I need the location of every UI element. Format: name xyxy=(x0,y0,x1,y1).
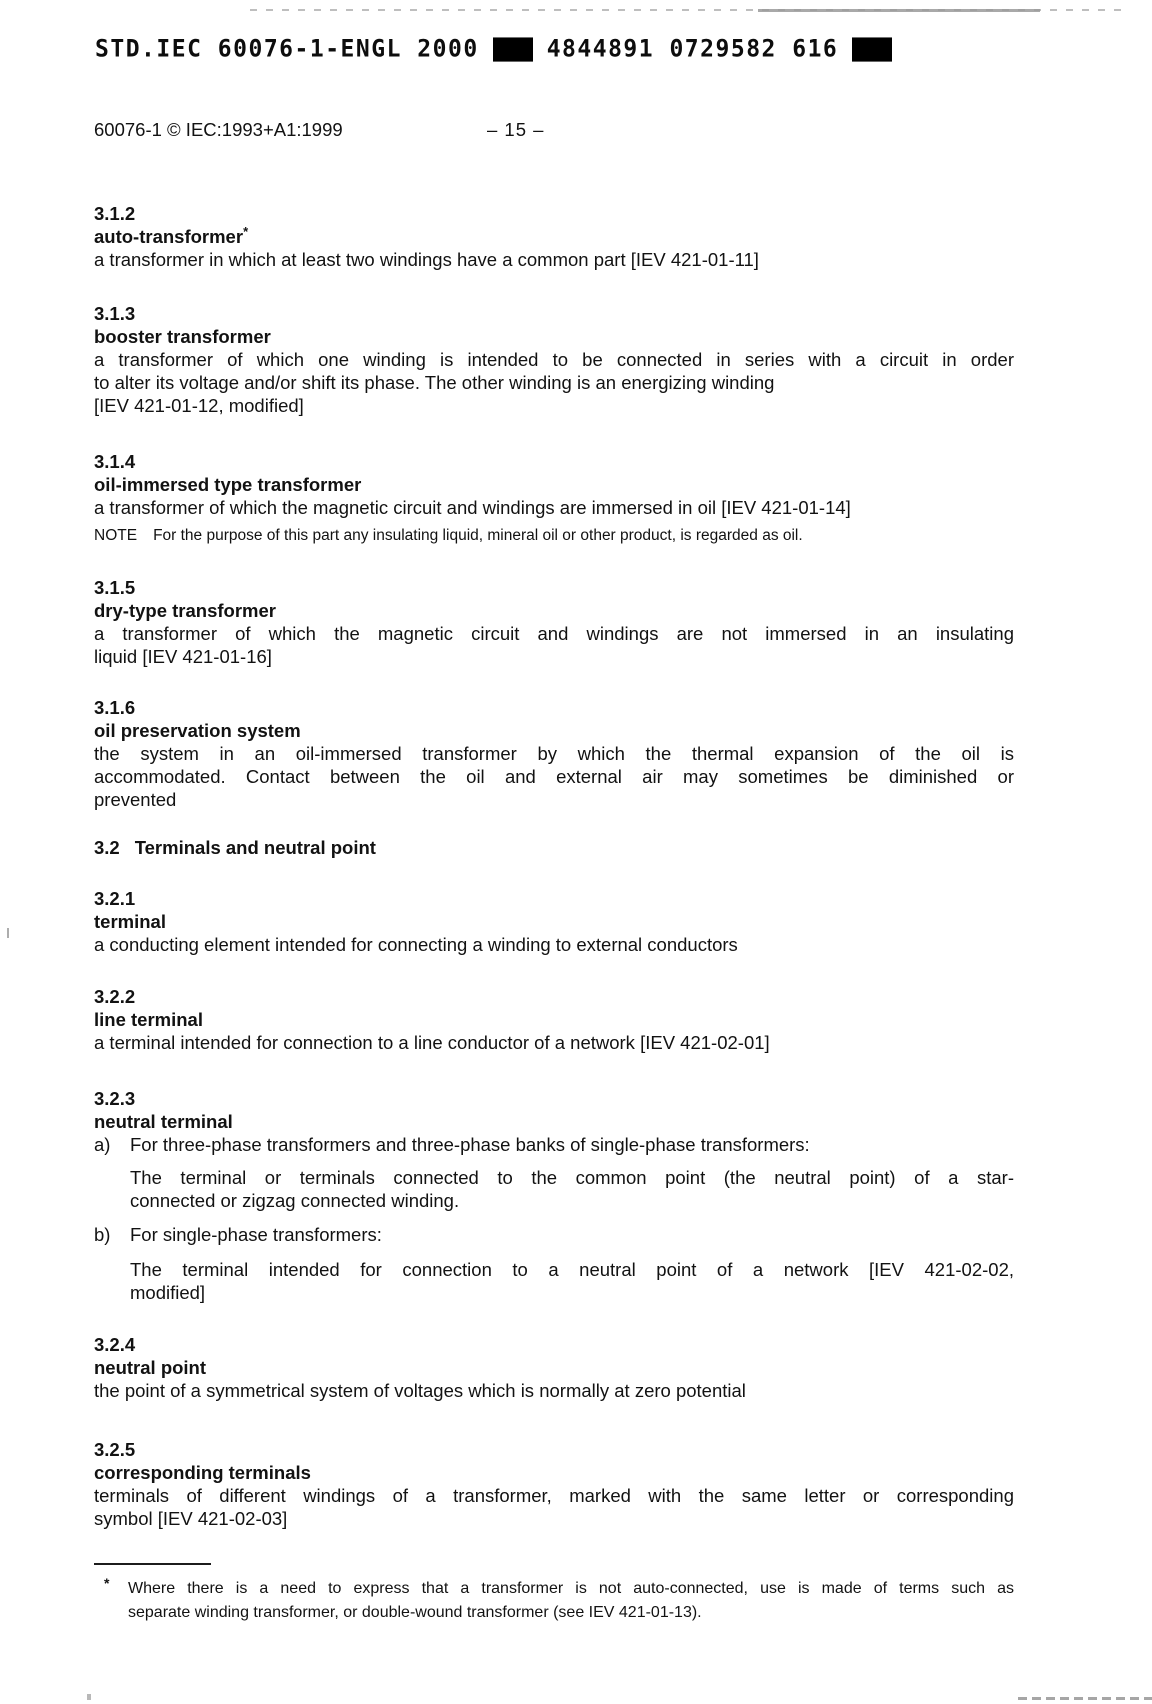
footnote-row xyxy=(94,1577,1014,1625)
note-label: NOTE xyxy=(94,527,138,544)
section-title: neutral terminal xyxy=(94,1111,233,1132)
definition-line: modified] xyxy=(130,1282,206,1303)
section-3-1-2 xyxy=(94,202,1014,271)
document-body xyxy=(94,202,1014,1530)
definition-line: connected or zigzag connected winding. xyxy=(130,1190,460,1211)
section-3-2-5 xyxy=(94,1438,1014,1530)
definition-line: symbol [IEV 421-02-03] xyxy=(94,1508,288,1529)
list-item-intro: For three-phase transformers and three-phase banks of single-phase transformers: xyxy=(130,1134,810,1155)
section-number: 3.1.5 xyxy=(94,577,136,598)
section-title: oil preservation system xyxy=(94,720,301,741)
definition-line: a transformer in which at least two windings have a common part [IEV 421-01-11] xyxy=(94,249,759,270)
section-number: 3.2.2 xyxy=(94,986,136,1007)
definition-line: the system in an oil-immersed transformer by which the thermal expansion of the oil is xyxy=(94,743,1014,764)
section-title: corresponding terminals xyxy=(94,1462,311,1483)
section-title: dry-type transformer xyxy=(94,600,276,621)
scan-artifact-bottom-line xyxy=(1018,1697,1152,1700)
section-title-text: auto-transformer xyxy=(94,226,244,247)
footnote-reference-marker: * xyxy=(243,223,249,239)
section-3-2-3 xyxy=(94,1087,1014,1304)
definition-line: to alter its voltage and/or shift its phase. The other winding is an energizing winding xyxy=(94,372,775,393)
section-title: terminal xyxy=(94,911,166,932)
definition-line: terminals of different windings of a transformer, marked with the same letter or corresponding xyxy=(94,1485,1014,1506)
scan-artifact-speck xyxy=(7,928,9,938)
list-item-label: b) xyxy=(94,1224,111,1245)
definition-line: a conducting element intended for connecting a winding to external conductors xyxy=(94,934,738,955)
section-title: line terminal xyxy=(94,1009,203,1030)
subsection-heading-3-2 xyxy=(94,836,1014,859)
definition-line: [IEV 421-01-12, modified] xyxy=(94,395,304,416)
list-item-a xyxy=(94,1133,1014,1156)
section-number: 3.2.4 xyxy=(94,1334,136,1355)
list-item-paragraph xyxy=(130,1258,1014,1304)
section-title xyxy=(94,225,1014,248)
section-3-2-4 xyxy=(94,1333,1014,1402)
document-reference: 60076-1 © IEC:1993+A1:1999 xyxy=(94,119,343,140)
section-number: 3.2.1 xyxy=(94,888,136,909)
footnote-line: separate winding transformer, or double-wound transformer (see IEV 421-01-13). xyxy=(128,1604,702,1621)
list-item-label: a) xyxy=(94,1134,111,1155)
standard-code-text: STD.IEC 60076-1-ENGL 2000 xyxy=(95,35,479,63)
definition-line: a terminal intended for connection to a line conductor of a network [IEV 421-02-01] xyxy=(94,1032,770,1053)
definition-line: a transformer of which the magnetic circuit and windings are not immersed in an insulating xyxy=(94,623,1014,644)
barcode-block-icon xyxy=(852,37,892,61)
footnote-text xyxy=(128,1577,1014,1625)
section-title: neutral point xyxy=(94,1357,207,1378)
section-number: 3.1.4 xyxy=(94,451,136,472)
section-3-1-4 xyxy=(94,450,1014,546)
scan-artifact-top-line-heavy xyxy=(758,9,1040,12)
section-3-2-2 xyxy=(94,985,1014,1054)
section-3-1-5 xyxy=(94,576,1014,668)
page-header xyxy=(94,118,1014,141)
barcode-block-icon xyxy=(493,37,533,61)
note-text: For the purpose of this part any insulating liquid, mineral oil or other product, is regarded as oil. xyxy=(153,527,803,544)
definition-line: the point of a symmetrical system of voltages which is normally at zero potential xyxy=(94,1380,746,1401)
footnote-block xyxy=(94,1563,1014,1625)
document-code-header xyxy=(95,35,892,62)
list-item-paragraph xyxy=(130,1166,1014,1212)
definition-line: The terminal or terminals connected to the common point (the neutral point) of a star- xyxy=(130,1167,1014,1188)
section-number: 3.2.5 xyxy=(94,1439,136,1460)
section-3-1-3 xyxy=(94,302,1014,417)
scan-artifact-speck xyxy=(87,1694,91,1700)
definition-line: a transformer of which the magnetic circuit and windings are immersed in oil [IEV 421-01-14] xyxy=(94,497,851,518)
section-title: Terminals and neutral point xyxy=(134,837,376,858)
definition-line: a transformer of which one winding is intended to be connected in series with a circuit in order xyxy=(94,349,1014,370)
definition-line: prevented xyxy=(94,789,177,810)
section-3-1-6 xyxy=(94,696,1014,811)
section-number: 3.1.6 xyxy=(94,697,136,718)
section-number: 3.1.2 xyxy=(94,203,136,224)
section-number: 3.2.3 xyxy=(94,1088,136,1109)
page-number: – 15 – xyxy=(487,119,545,140)
definition-line: liquid [IEV 421-01-16] xyxy=(94,646,272,667)
section-number: 3.2 xyxy=(94,837,120,858)
footnote-marker: * xyxy=(104,1575,110,1591)
list-item-b xyxy=(94,1223,1014,1246)
definition-line: The terminal intended for connection to a neutral point of a network [IEV 421-02-02, xyxy=(130,1259,1014,1280)
section-3-2-1 xyxy=(94,887,1014,956)
note-paragraph xyxy=(94,526,1014,546)
footnote-divider xyxy=(94,1563,211,1565)
section-title: booster transformer xyxy=(94,326,271,347)
section-title: oil-immersed type transformer xyxy=(94,474,362,495)
list-item-intro: For single-phase transformers: xyxy=(130,1224,382,1245)
definition-line: accommodated. Contact between the oil and external air may sometimes be diminished or xyxy=(94,766,1014,787)
footnote-line: Where there is a need to express that a transformer is not auto-connected, use is made of terms such as xyxy=(128,1580,1014,1597)
standard-code-numbers: 4844891 0729582 616 xyxy=(546,35,839,63)
section-number: 3.1.3 xyxy=(94,303,136,324)
